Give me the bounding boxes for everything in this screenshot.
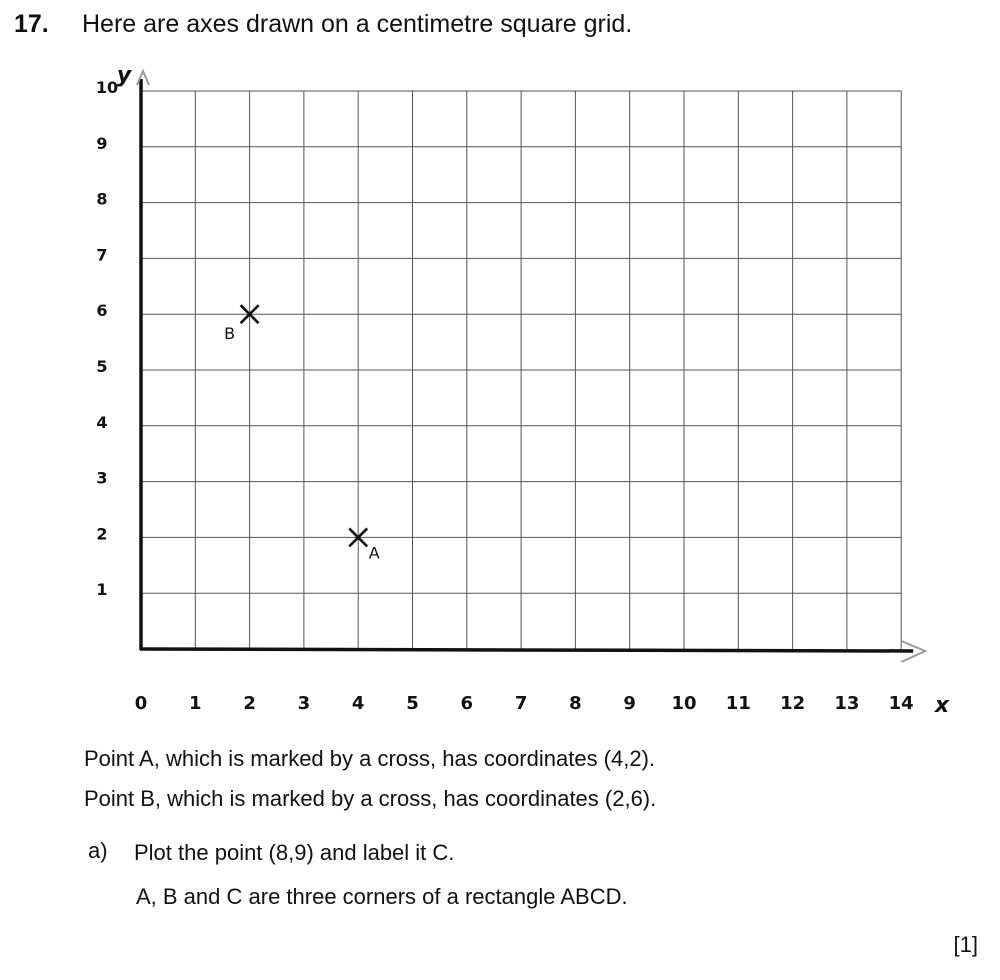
part-a-instruction: Plot the point (8,9) and label it C. <box>134 840 455 865</box>
x-tick-label: 0 <box>134 693 148 714</box>
x-tick-label: 10 <box>671 693 697 714</box>
part-a-statement: A, B and C are three corners of a rectangle ABCD. <box>136 884 628 909</box>
x-tick-label: 1 <box>189 693 202 714</box>
x-axis-label: x <box>934 693 950 718</box>
plotted-points <box>224 305 380 562</box>
x-tick-label: 9 <box>623 693 636 714</box>
y-tick-label: 10 <box>95 78 119 97</box>
y-tick-label: 1 <box>96 580 108 600</box>
x-tick-label: 11 <box>725 693 751 714</box>
x-tick-label: 4 <box>351 693 365 714</box>
x-tick-label: 3 <box>297 693 311 714</box>
question-number: 17. <box>14 10 49 38</box>
point-label-b: B <box>224 324 236 344</box>
x-tick-label: 2 <box>243 693 256 714</box>
y-tick-label: 9 <box>96 133 108 153</box>
marks-indicator: [1] <box>953 932 978 957</box>
y-tick-label: 6 <box>96 301 108 321</box>
x-axis-line <box>140 649 913 651</box>
x-tick-label: 7 <box>514 693 528 714</box>
y-tick-label: 8 <box>96 189 108 209</box>
y-tick-label: 3 <box>96 468 108 488</box>
y-tick-label: 5 <box>96 357 108 376</box>
axes <box>137 71 925 662</box>
y-axis-label: y <box>116 63 132 88</box>
grid-lines <box>141 91 901 649</box>
y-tick-label: 7 <box>96 245 108 265</box>
part-a-label: a) <box>88 838 108 863</box>
y-tick-label: 4 <box>96 412 108 432</box>
question-intro: Here are axes drawn on a centimetre square grid. <box>82 10 633 38</box>
x-tick-label: 12 <box>780 693 806 714</box>
point-b-description: Point B, which is marked by a cross, has coordinates (2,6). <box>84 786 657 811</box>
x-tick-label: 5 <box>406 693 419 714</box>
y-tick-label: 2 <box>96 524 108 544</box>
x-tick-label: 8 <box>569 693 582 714</box>
x-tick-label: 6 <box>460 693 474 714</box>
tick-labels <box>96 63 950 718</box>
point-a-description: Point A, which is marked by a cross, has coordinates (4,2). <box>84 746 656 771</box>
x-tick-label: 14 <box>888 693 914 714</box>
x-tick-label: 13 <box>834 693 860 714</box>
point-label-a: A <box>368 543 380 563</box>
y-axis-arrowhead <box>137 71 149 85</box>
